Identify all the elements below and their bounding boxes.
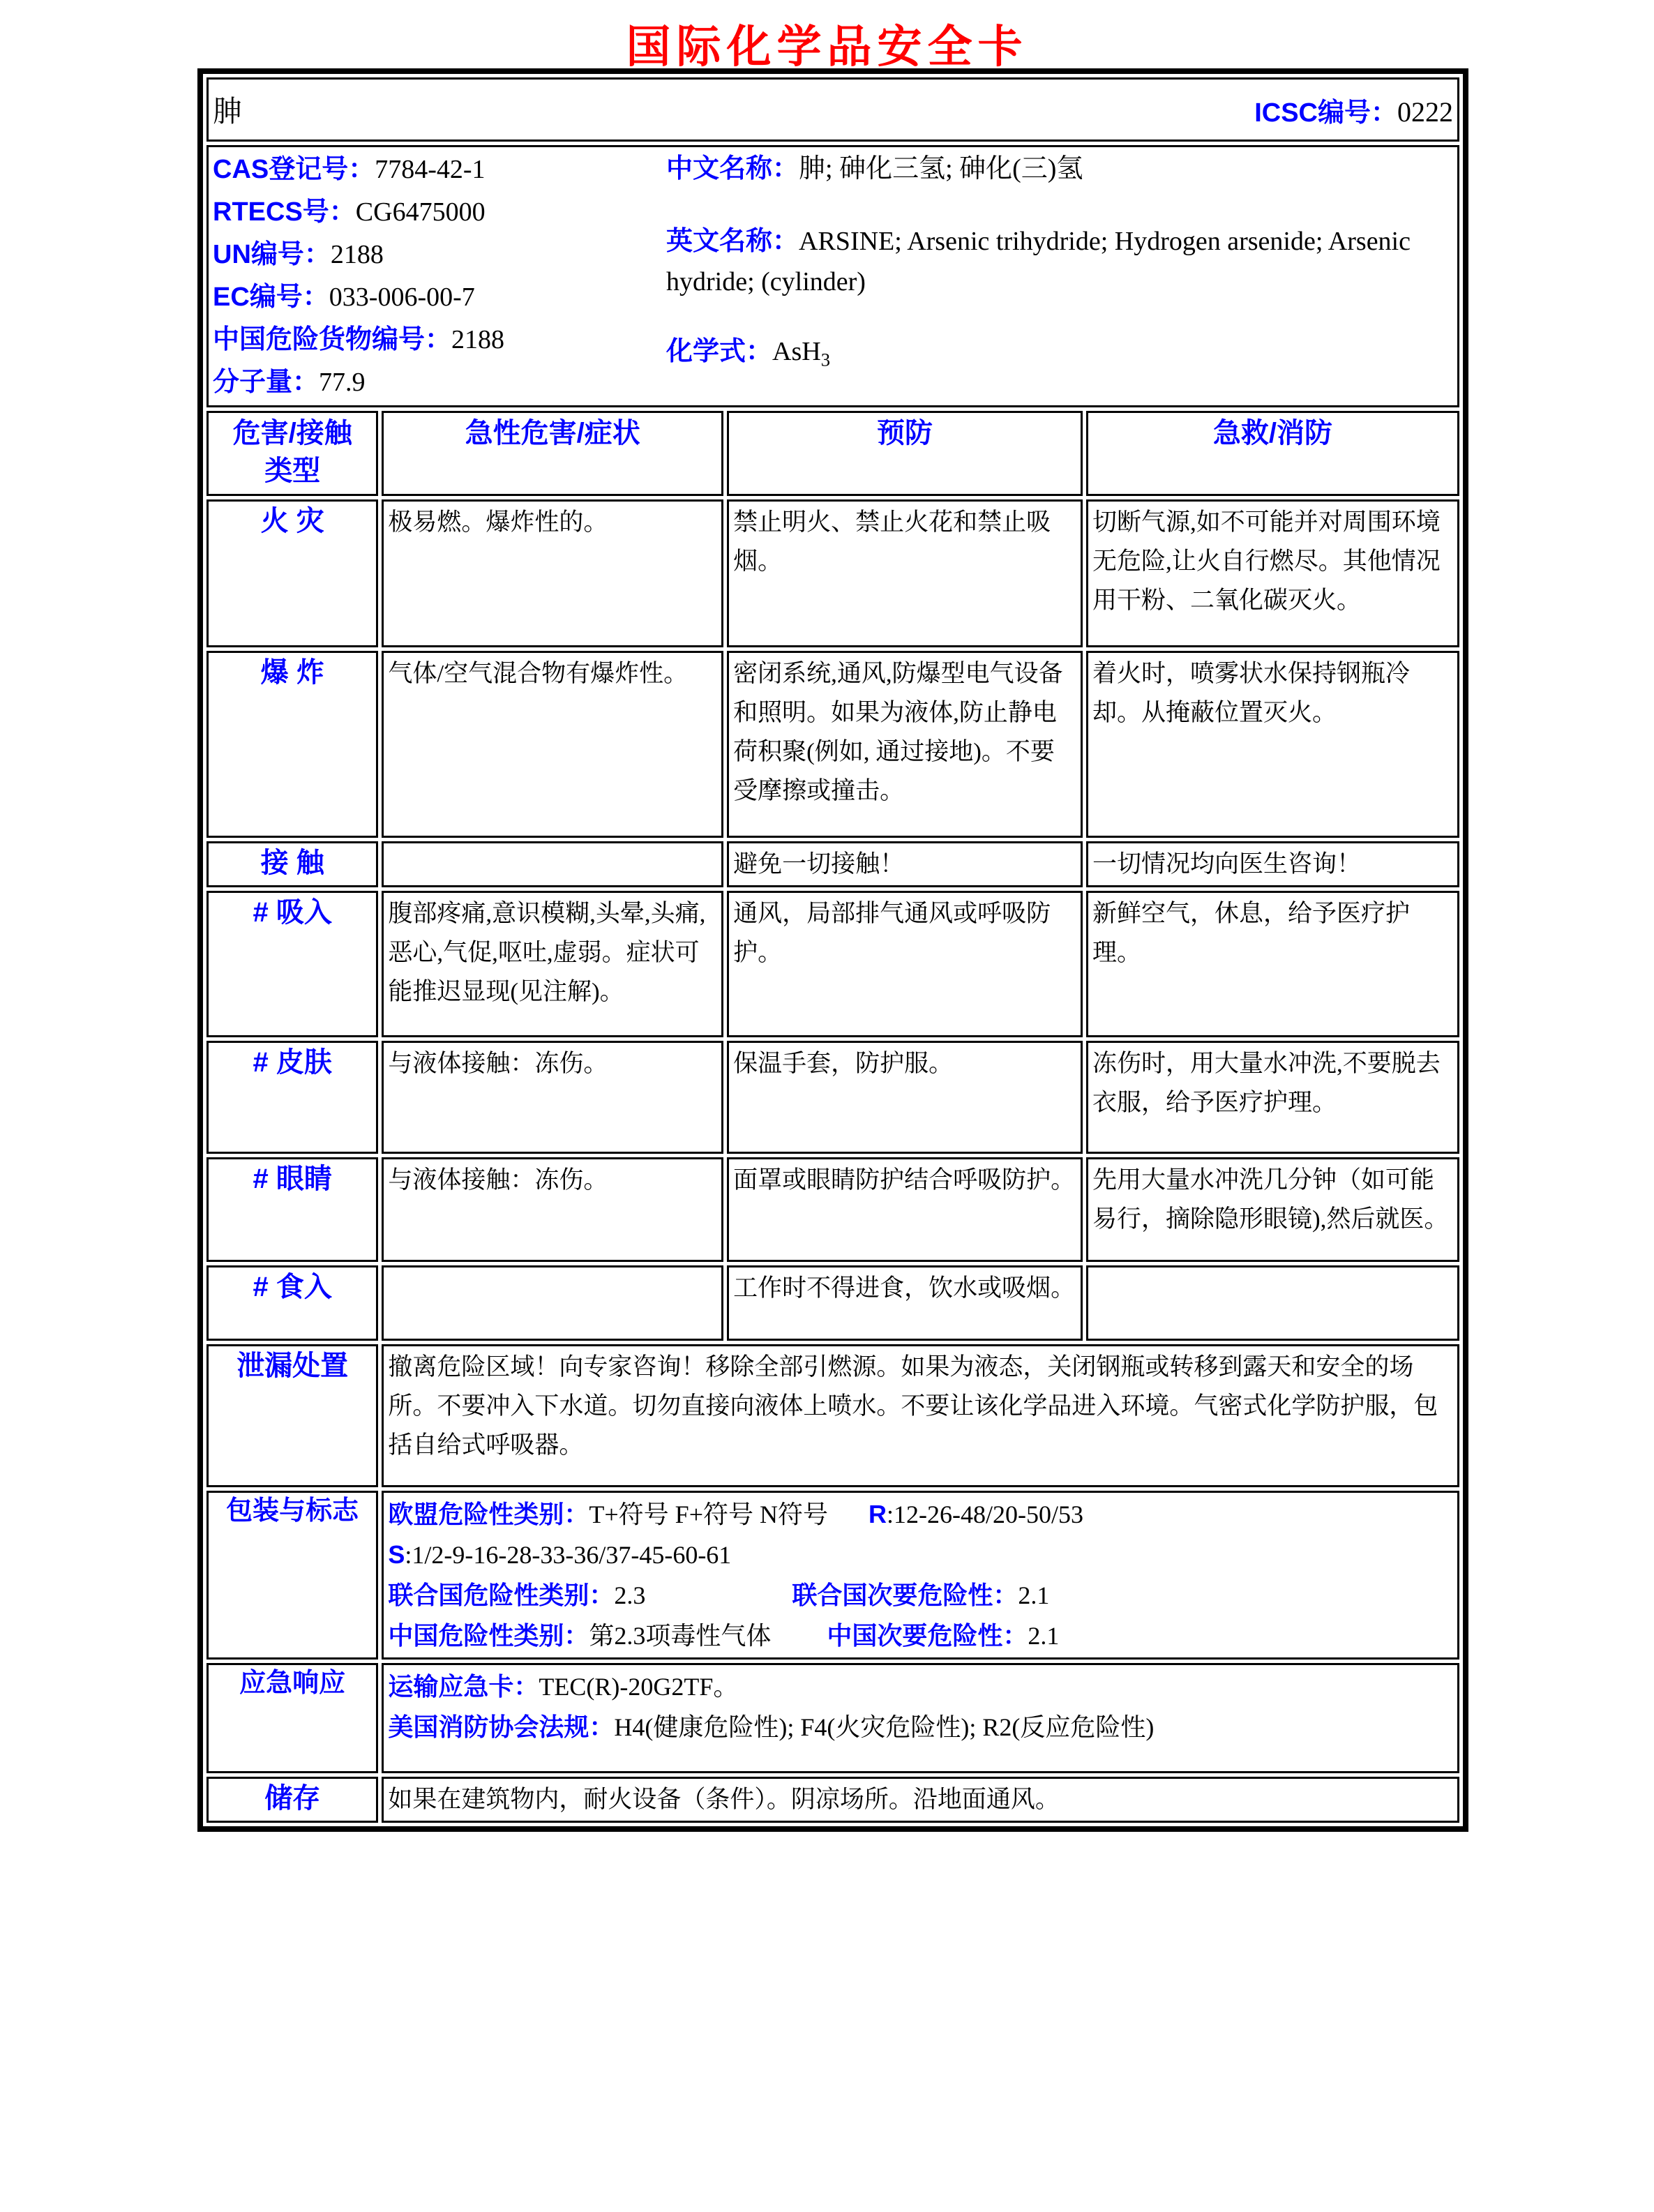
row-inhalation-firstaid: 新鲜空气，休息，给予医疗护理。 [1086, 891, 1459, 1037]
icsc-number: 0222 [1397, 96, 1453, 128]
tec-card-label: 运输应急卡： [388, 1672, 539, 1701]
row-ingestion-symptoms [382, 1265, 723, 1341]
row-skin-label: # 皮肤 [206, 1041, 378, 1154]
row-fire [206, 499, 1459, 647]
id-line-molweight [213, 361, 666, 404]
cn-subrisk-value: 2.1 [1028, 1622, 1060, 1650]
molweight-label: 分子量： [213, 368, 319, 397]
icsc-number-group [1254, 91, 1453, 129]
row-eyes-firstaid: 先用大量水冲洗几分钟（如可能易行，摘除隐形眼镜),然后就医。 [1086, 1157, 1459, 1262]
row-inhalation-label: # 吸入 [206, 891, 378, 1037]
un-label: UN编号： [213, 240, 331, 269]
row-contact-symptoms [382, 841, 723, 887]
header-firstaid: 急救/消防 [1086, 411, 1459, 496]
safety-card-table [197, 68, 1468, 1832]
row-contact-prevention: 避免一切接触！ [727, 841, 1083, 887]
substance-name: 胂 [213, 96, 243, 128]
eu-class-label: 欧盟危险性类别： [388, 1500, 589, 1528]
id-line-ec [213, 276, 666, 319]
header-symptoms: 急性危害/症状 [382, 411, 723, 496]
row-explosion-symptoms: 气体/空气混合物有爆炸性。 [382, 651, 723, 838]
english-name-line [666, 221, 1450, 302]
rtecs-value: CG6475000 [355, 197, 486, 227]
row-spill [206, 1344, 1459, 1487]
chinese-name-line [666, 149, 1450, 189]
row-explosion-firstaid: 着火时，喷雾状水保持钢瓶冷却。从掩蔽位置灭火。 [1086, 651, 1459, 838]
row-ingestion-label: # 食入 [206, 1265, 378, 1341]
un-class-label: 联合国危险性类别： [388, 1581, 615, 1609]
row-packaging-label: 包装与标志 [206, 1491, 378, 1660]
row-skin-prevention: 保温手套，防护服。 [727, 1041, 1083, 1154]
row-fire-firstaid: 切断气源,如不可能并对周围环境无危险,让火自行燃尽。其他情况用干粉、二氧化碳灭火。 [1086, 499, 1459, 647]
cas-value: 7784-42-1 [375, 155, 486, 184]
row-ingestion [206, 1265, 1459, 1341]
row-eyes-prevention: 面罩或眼睛防护结合呼吸防护。 [727, 1157, 1083, 1262]
icsc-label: ICSC编号： [1254, 98, 1397, 128]
row-emergency-label: 应急响应 [206, 1663, 378, 1773]
row-skin-symptoms: 与液体接触：冻伤。 [382, 1041, 723, 1154]
id-line-un [213, 234, 666, 276]
formula-label: 化学式： [666, 337, 773, 366]
id-line-cas [213, 149, 666, 191]
packaging-cn-line [388, 1616, 1453, 1656]
row-inhalation-symptoms: 腹部疼痛,意识模糊,头晕,头痛,恶心,气促,呕吐,虚弱。症状可能推迟显现(见注解)。 [382, 891, 723, 1037]
chinese-name-label: 中文名称： [666, 154, 799, 183]
row-inhalation-prevention: 通风，局部排气通风或呼吸防护。 [727, 891, 1083, 1037]
row-eyes [206, 1157, 1459, 1262]
header-hazard-type-line2: 类型 [264, 456, 321, 486]
row-ingestion-prevention: 工作时不得进食，饮水或吸烟。 [727, 1265, 1083, 1341]
hazard-header-row [206, 411, 1459, 496]
row-packaging-content [382, 1491, 1459, 1660]
identification-left-column [213, 149, 666, 404]
row-contact-firstaid: 一切情况均向医生咨询！ [1086, 841, 1459, 887]
cn-class-label: 中国危险性类别： [388, 1621, 589, 1650]
name-cell [206, 77, 1459, 142]
packaging-s-line [388, 1535, 1453, 1575]
id-line-rtecs [213, 191, 666, 234]
un-subrisk-label: 联合国次要危险性： [792, 1581, 1018, 1609]
emergency-nfpa-line [388, 1707, 1453, 1747]
name-row [206, 77, 1459, 142]
row-eyes-symptoms: 与液体接触：冻伤。 [382, 1157, 723, 1262]
ec-label: EC编号： [213, 283, 329, 312]
identification-row [206, 145, 1459, 407]
row-eyes-label: # 眼睛 [206, 1157, 378, 1262]
s-phrases-label: S [388, 1540, 405, 1569]
formula-subscript: 3 [820, 349, 830, 370]
row-spill-label: 泄漏处置 [206, 1344, 378, 1487]
row-contact-label: 接 触 [206, 841, 378, 887]
row-packaging [206, 1491, 1459, 1660]
rtecs-label: RTECS号： [213, 197, 356, 227]
row-storage-content: 如果在建筑物内，耐火设备（条件）。阴凉场所。沿地面通风。 [382, 1777, 1459, 1823]
row-skin-firstaid: 冻伤时，用大量水冲洗,不要脱去衣服，给予医疗护理。 [1086, 1041, 1459, 1154]
header-hazard-type-line1: 危害/接触 [232, 418, 352, 449]
r-phrases-value: :12-26-48/20-50/53 [887, 1500, 1083, 1528]
china-dg-label: 中国危险货物编号： [213, 325, 452, 354]
english-name-label: 英文名称： [666, 227, 799, 256]
formula-base: AsH [772, 337, 821, 366]
r-phrases-label: R [869, 1500, 887, 1528]
emergency-tec-line [388, 1666, 1453, 1707]
row-ingestion-firstaid [1086, 1265, 1459, 1341]
formula-line [666, 331, 1450, 380]
identification-right-column [666, 149, 1453, 404]
packaging-un-line [388, 1575, 1453, 1616]
id-line-china-dg [213, 319, 666, 361]
cn-class-value: 第2.3项毒性气体 [589, 1622, 772, 1650]
row-fire-symptoms: 极易燃。爆炸性的。 [382, 499, 723, 647]
page-title: 国际化学品安全卡 [626, 22, 1028, 72]
row-fire-label: 火 灾 [206, 499, 378, 647]
row-explosion-label: 爆 炸 [206, 651, 378, 838]
tec-card-value: TEC(R)-20G2TF。 [539, 1673, 739, 1701]
chinese-name-value: 胂; 砷化三氢; 砷化(三)氢 [799, 154, 1083, 183]
row-contact [206, 841, 1459, 887]
row-emergency-content [382, 1663, 1459, 1773]
china-dg-value: 2188 [451, 325, 505, 354]
ec-value: 033-006-00-7 [329, 283, 475, 312]
row-explosion [206, 651, 1459, 838]
row-emergency [206, 1663, 1459, 1773]
nfpa-value: H4(健康危险性); F4(火灾危险性); R2(反应危险性) [614, 1713, 1155, 1741]
row-explosion-prevention: 密闭系统,通风,防爆型电气设备和照明。如果为液体,防止静电荷积聚(例如, 通过接地)。不要受摩擦或撞击。 [727, 651, 1083, 838]
un-value: 2188 [330, 240, 384, 269]
header-prevention: 预防 [727, 411, 1083, 496]
identification-cell [206, 145, 1459, 407]
header-hazard-type [206, 411, 378, 496]
english-name-value: ARSINE; Arsenic trihydride; Hydrogen arsenide; Arsenic hydride; (cylinder) [666, 227, 1411, 296]
row-skin [206, 1041, 1459, 1154]
un-subrisk-value: 2.1 [1018, 1581, 1050, 1609]
un-class-value: 2.3 [614, 1581, 646, 1609]
row-fire-prevention: 禁止明火、禁止火花和禁止吸烟。 [727, 499, 1083, 647]
cas-label: CAS登记号： [213, 155, 375, 184]
cn-subrisk-label: 中国次要危险性： [827, 1621, 1028, 1650]
nfpa-label: 美国消防协会法规： [388, 1713, 615, 1741]
row-storage [206, 1777, 1459, 1823]
packaging-eu-line [388, 1494, 1453, 1535]
molweight-value: 77.9 [319, 368, 366, 397]
s-phrases-value: :1/2-9-16-28-33-36/37-45-60-61 [405, 1541, 732, 1569]
row-inhalation [206, 891, 1459, 1037]
row-storage-label: 储存 [206, 1777, 378, 1823]
row-spill-content: 撤离危险区域！向专家咨询！移除全部引燃源。如果为液态，关闭钢瓶或转移到露天和安全的场所。不要冲入下水道。切勿直接向液体上喷水。不要让该化学品进入环境。气密式化学防护服，包括自给式呼吸器。 [382, 1344, 1459, 1487]
eu-class-value: T+符号 F+符号 N符号 [589, 1500, 829, 1528]
